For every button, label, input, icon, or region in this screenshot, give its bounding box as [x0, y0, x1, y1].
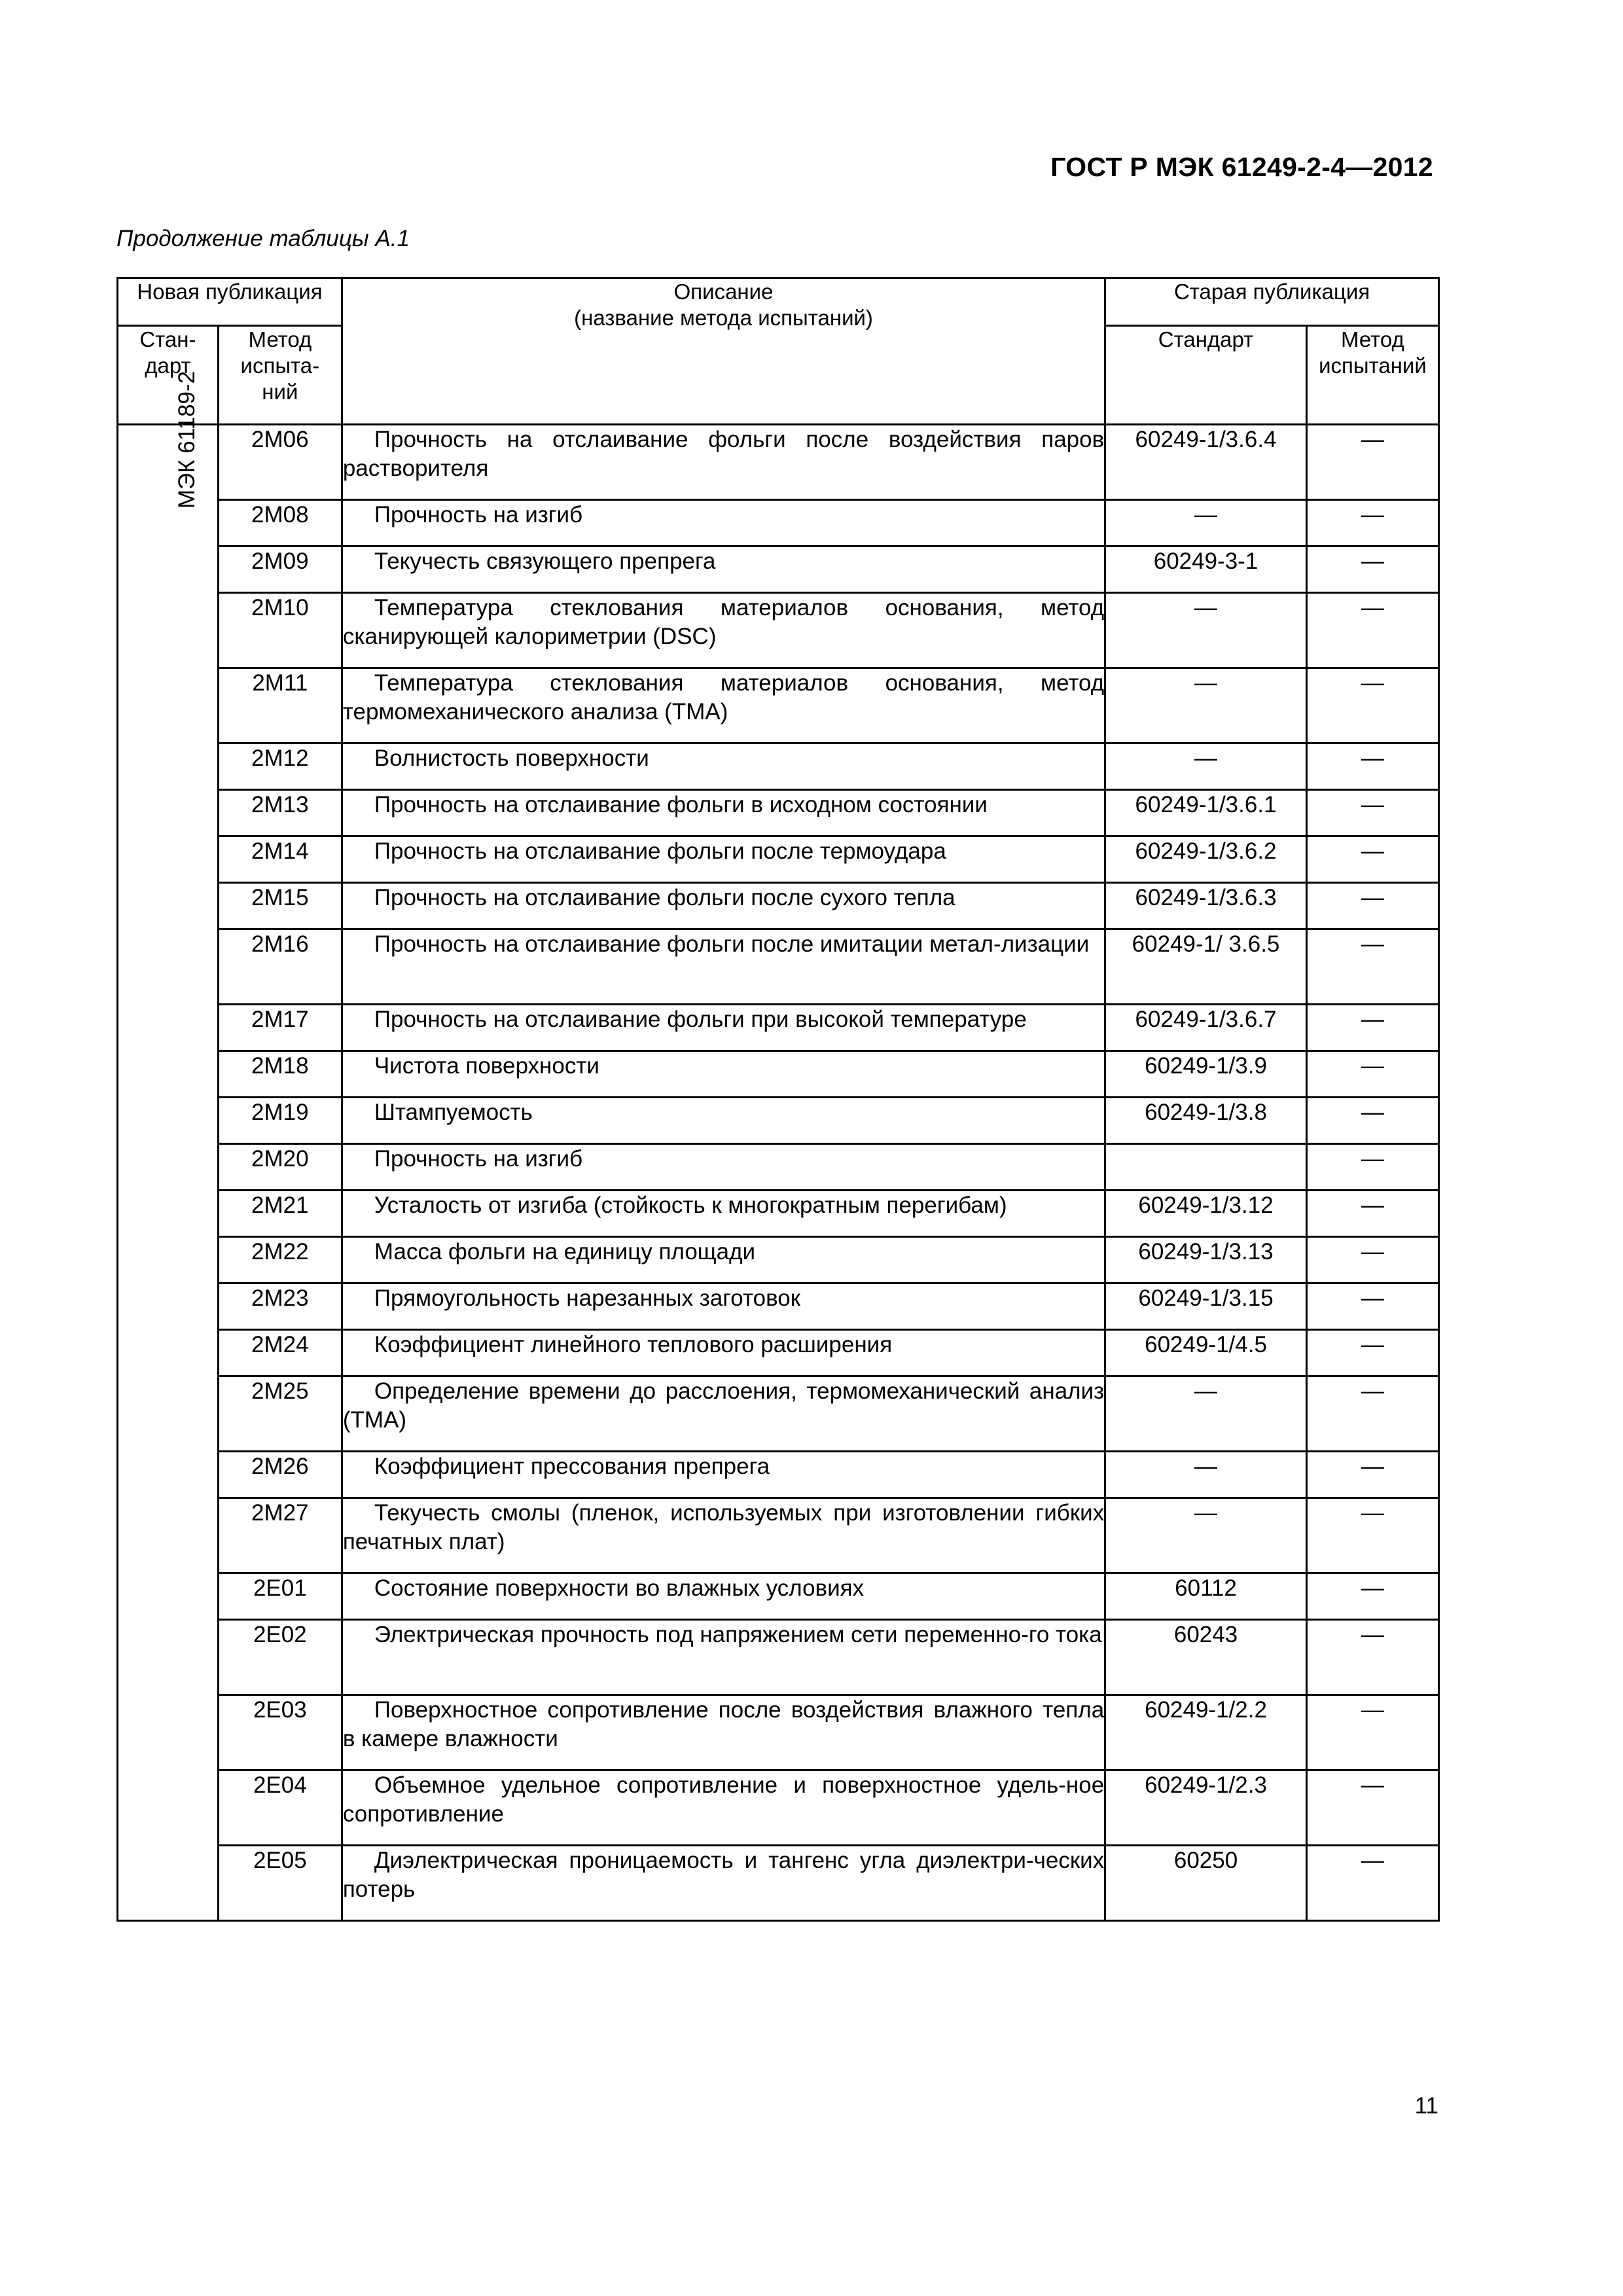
- table-row: [118, 593, 1439, 668]
- description-cell: [342, 744, 1105, 790]
- method-code-cell: 2M13: [218, 790, 342, 836]
- method-code-cell: 2M10: [218, 593, 342, 668]
- description-cell: [342, 1237, 1105, 1283]
- description-text: Температура стеклования материалов основания, метод сканирующей калориметрии (DSC): [342, 595, 1105, 649]
- old-standard-cell: 60112: [1105, 1573, 1307, 1620]
- old-method-cell: —: [1306, 1573, 1438, 1620]
- table-row: [118, 668, 1439, 744]
- old-standard-cell: 60243: [1105, 1620, 1307, 1695]
- old-standard-cell: 60250: [1105, 1846, 1307, 1921]
- description-cell: [342, 1330, 1105, 1376]
- table-caption: Продолжение таблицы А.1: [116, 226, 410, 251]
- method-code-cell: 2M23: [218, 1283, 342, 1330]
- old-method-cell: —: [1306, 1770, 1438, 1846]
- old-standard-cell: 60249-3-1: [1105, 547, 1307, 593]
- old-method-cell: —: [1306, 836, 1438, 883]
- header-standard-short: Стан- дарт: [118, 326, 219, 425]
- description-text: Волнистость поверхности: [374, 745, 649, 771]
- description-cell: [342, 668, 1105, 744]
- description-cell: [342, 1498, 1105, 1573]
- table-row: [118, 1005, 1439, 1051]
- method-code-cell: 2M17: [218, 1005, 342, 1051]
- old-standard-cell: 60249-1/3.8: [1105, 1098, 1307, 1144]
- page-number: 11: [1414, 2093, 1438, 2119]
- table-row: [118, 1846, 1439, 1921]
- method-code-cell: 2M09: [218, 547, 342, 593]
- description-cell: [342, 1051, 1105, 1098]
- old-method-cell: —: [1306, 790, 1438, 836]
- method-code-cell: 2E01: [218, 1573, 342, 1620]
- old-standard-cell: —: [1105, 744, 1307, 790]
- old-method-cell: —: [1306, 547, 1438, 593]
- description-cell: [342, 1098, 1105, 1144]
- description-cell: [342, 1452, 1105, 1498]
- old-method-cell: —: [1306, 593, 1438, 668]
- old-standard-cell: —: [1105, 1376, 1307, 1452]
- old-standard-cell: —: [1105, 1452, 1307, 1498]
- table-row: [118, 1144, 1439, 1191]
- method-code-cell: 2E02: [218, 1620, 342, 1695]
- method-code-cell: 2M25: [218, 1376, 342, 1452]
- old-method-cell: —: [1306, 1005, 1438, 1051]
- method-code-cell: 2M27: [218, 1498, 342, 1573]
- description-text: Текучесть смолы (пленок, используемых при изготовлении гибких печатных плат): [342, 1500, 1105, 1554]
- table-row: [118, 1620, 1439, 1695]
- method-code-cell: 2M19: [218, 1098, 342, 1144]
- description-text: Текучесть связующего препрега: [374, 548, 716, 574]
- method-code-cell: 2E03: [218, 1695, 342, 1770]
- method-code-cell: 2M20: [218, 1144, 342, 1191]
- method-code-cell: 2M08: [218, 500, 342, 547]
- description-text: Прочность на отслаивание фольги после сухого тепла: [374, 885, 955, 910]
- method-code-cell: 2E04: [218, 1770, 342, 1846]
- old-method-cell: —: [1306, 1695, 1438, 1770]
- old-method-cell: —: [1306, 929, 1438, 1005]
- description-text: Прочность на изгиб: [374, 1146, 583, 1172]
- old-standard-cell: 60249-1/3.6.4: [1105, 425, 1307, 500]
- table-row: [118, 1498, 1439, 1573]
- old-method-cell: —: [1306, 1098, 1438, 1144]
- table-row: [118, 1237, 1439, 1283]
- description-text: Поверхностное сопротивление после воздействия влажного тепла в камере влажности: [342, 1697, 1105, 1751]
- description-text: Чистота поверхности: [374, 1053, 599, 1079]
- old-standard-cell: —: [1105, 1498, 1307, 1573]
- header-test-method: Метод испытаний: [1306, 326, 1438, 425]
- old-method-cell: —: [1306, 1191, 1438, 1237]
- description-cell: [342, 1695, 1105, 1770]
- table-row: [118, 929, 1439, 1005]
- group-standard-label: МЭК 61189-2: [174, 370, 200, 509]
- old-method-cell: —: [1306, 1452, 1438, 1498]
- document-header: ГОСТ Р МЭК 61249-2-4—2012: [1050, 152, 1433, 182]
- old-method-cell: —: [1306, 1237, 1438, 1283]
- old-standard-cell: 60249-1/3.6.1: [1105, 790, 1307, 836]
- description-text: Прочность на отслаивание фольги в исходном состоянии: [374, 792, 988, 817]
- table-row: [118, 1452, 1439, 1498]
- description-cell: [342, 1376, 1105, 1452]
- description-text: Прочность на отслаивание фольги после имитации метал-лизации: [374, 931, 1090, 957]
- description-text: Масса фольги на единицу площади: [374, 1239, 756, 1265]
- header-row-top: [118, 278, 1439, 326]
- description-cell: [342, 1005, 1105, 1051]
- old-method-cell: —: [1306, 1330, 1438, 1376]
- old-standard-cell: —: [1105, 593, 1307, 668]
- old-method-cell: —: [1306, 1498, 1438, 1573]
- table-row: [118, 883, 1439, 929]
- header-old-publication: Старая публикация: [1105, 278, 1439, 326]
- old-standard-cell: 60249-1/3.6.7: [1105, 1005, 1307, 1051]
- description-cell: [342, 1573, 1105, 1620]
- method-code-cell: 2M14: [218, 836, 342, 883]
- description-cell: [342, 1191, 1105, 1237]
- description-text: Диэлектрическая проницаемость и тангенс угла диэлектри-ческих потерь: [342, 1848, 1105, 1902]
- description-text: Объемное удельное сопротивление и поверхностное удель-ное сопротивление: [342, 1772, 1105, 1827]
- table-row: [118, 1330, 1439, 1376]
- description-cell: [342, 1283, 1105, 1330]
- description-cell: [342, 1620, 1105, 1695]
- description-text: Прочность на отслаивание фольги после термоудара: [374, 838, 946, 864]
- old-standard-cell: 60249-1/3.9: [1105, 1051, 1307, 1098]
- description-text: Коэффициент линейного теплового расширения: [374, 1332, 893, 1357]
- description-text: Усталость от изгиба (стойкость к многократным перегибам): [374, 1193, 1007, 1218]
- table-row: [118, 1283, 1439, 1330]
- old-standard-cell: 60249-1/ 3.6.5: [1105, 929, 1307, 1005]
- description-text: Прочность на отслаивание фольги после воздействия паров растворителя: [342, 427, 1105, 481]
- old-method-cell: —: [1306, 1283, 1438, 1330]
- table-row: [118, 1573, 1439, 1620]
- table-row: [118, 500, 1439, 547]
- method-code-cell: 2M26: [218, 1452, 342, 1498]
- old-method-cell: —: [1306, 1144, 1438, 1191]
- table-row: [118, 1191, 1439, 1237]
- old-method-cell: —: [1306, 883, 1438, 929]
- old-standard-cell: 60249-1/3.15: [1105, 1283, 1307, 1330]
- old-method-cell: —: [1306, 425, 1438, 500]
- description-text: Температура стеклования материалов основания, метод термомеханического анализа (TMA): [342, 670, 1105, 725]
- method-code-cell: 2M18: [218, 1051, 342, 1098]
- description-cell: [342, 425, 1105, 500]
- method-code-cell: 2M12: [218, 744, 342, 790]
- method-code-cell: 2M21: [218, 1191, 342, 1237]
- table-row: [118, 1051, 1439, 1098]
- header-test-method-short: Метод испыта- ний: [218, 326, 342, 425]
- old-method-cell: —: [1306, 1376, 1438, 1452]
- method-code-cell: 2M22: [218, 1237, 342, 1283]
- old-standard-cell: —: [1105, 668, 1307, 744]
- table-row: [118, 790, 1439, 836]
- old-standard-cell: 60249-1/3.13: [1105, 1237, 1307, 1283]
- method-code-cell: 2M15: [218, 883, 342, 929]
- header-standard: Стандарт: [1105, 326, 1307, 425]
- group-standard-cell: [118, 370, 219, 1921]
- old-method-cell: —: [1306, 1051, 1438, 1098]
- old-standard-cell: 60249-1/2.3: [1105, 1770, 1307, 1846]
- old-standard-cell: —: [1105, 500, 1307, 547]
- description-cell: [342, 500, 1105, 547]
- old-method-cell: —: [1306, 668, 1438, 744]
- old-method-cell: —: [1306, 1620, 1438, 1695]
- description-text: Электрическая прочность под напряжением сети переменно-го тока: [374, 1622, 1102, 1647]
- description-cell: [342, 1770, 1105, 1846]
- old-standard-cell: 60249-1/2.2: [1105, 1695, 1307, 1770]
- description-cell: [342, 1144, 1105, 1191]
- old-method-cell: —: [1306, 744, 1438, 790]
- table-row: [118, 547, 1439, 593]
- table-row: [118, 744, 1439, 790]
- description-cell: [342, 790, 1105, 836]
- table-row: [118, 1695, 1439, 1770]
- table-row: [118, 836, 1439, 883]
- table-row: [118, 425, 1439, 500]
- header-new-publication: Новая публикация: [118, 278, 342, 326]
- description-cell: [342, 1846, 1105, 1921]
- description-text: Штампуемость: [374, 1100, 533, 1125]
- description-text: Состояние поверхности во влажных условиях: [374, 1575, 865, 1601]
- old-method-cell: —: [1306, 1846, 1438, 1921]
- old-standard-cell: 60249-1/3.6.2: [1105, 836, 1307, 883]
- description-text: Прочность на отслаивание фольги при высокой температуре: [374, 1007, 1027, 1032]
- description-cell: [342, 547, 1105, 593]
- description-cell: [342, 593, 1105, 668]
- method-code-cell: 2M24: [218, 1330, 342, 1376]
- old-standard-cell: [1105, 1144, 1307, 1191]
- table-row: [118, 1770, 1439, 1846]
- method-code-cell: 2M16: [218, 929, 342, 1005]
- old-standard-cell: 60249-1/3.12: [1105, 1191, 1307, 1237]
- table-row: [118, 1376, 1439, 1452]
- old-standard-cell: 60249-1/3.6.3: [1105, 883, 1307, 929]
- table-row: [118, 1098, 1439, 1144]
- method-code-cell: 2M06: [218, 425, 342, 500]
- old-method-cell: —: [1306, 500, 1438, 547]
- description-text: Прочность на изгиб: [374, 502, 583, 528]
- old-standard-cell: 60249-1/4.5: [1105, 1330, 1307, 1376]
- header-description: Описание (название метода испытаний): [342, 278, 1105, 425]
- publications-table: [116, 277, 1440, 1922]
- description-cell: [342, 929, 1105, 1005]
- description-text: Прямоугольность нарезанных заготовок: [374, 1285, 801, 1311]
- description-text: Определение времени до расслоения, термомеханический анализ (TMA): [342, 1378, 1105, 1433]
- method-code-cell: 2E05: [218, 1846, 342, 1921]
- description-cell: [342, 883, 1105, 929]
- description-text: Коэффициент прессования препрега: [374, 1454, 770, 1479]
- description-cell: [342, 836, 1105, 883]
- method-code-cell: 2M11: [218, 668, 342, 744]
